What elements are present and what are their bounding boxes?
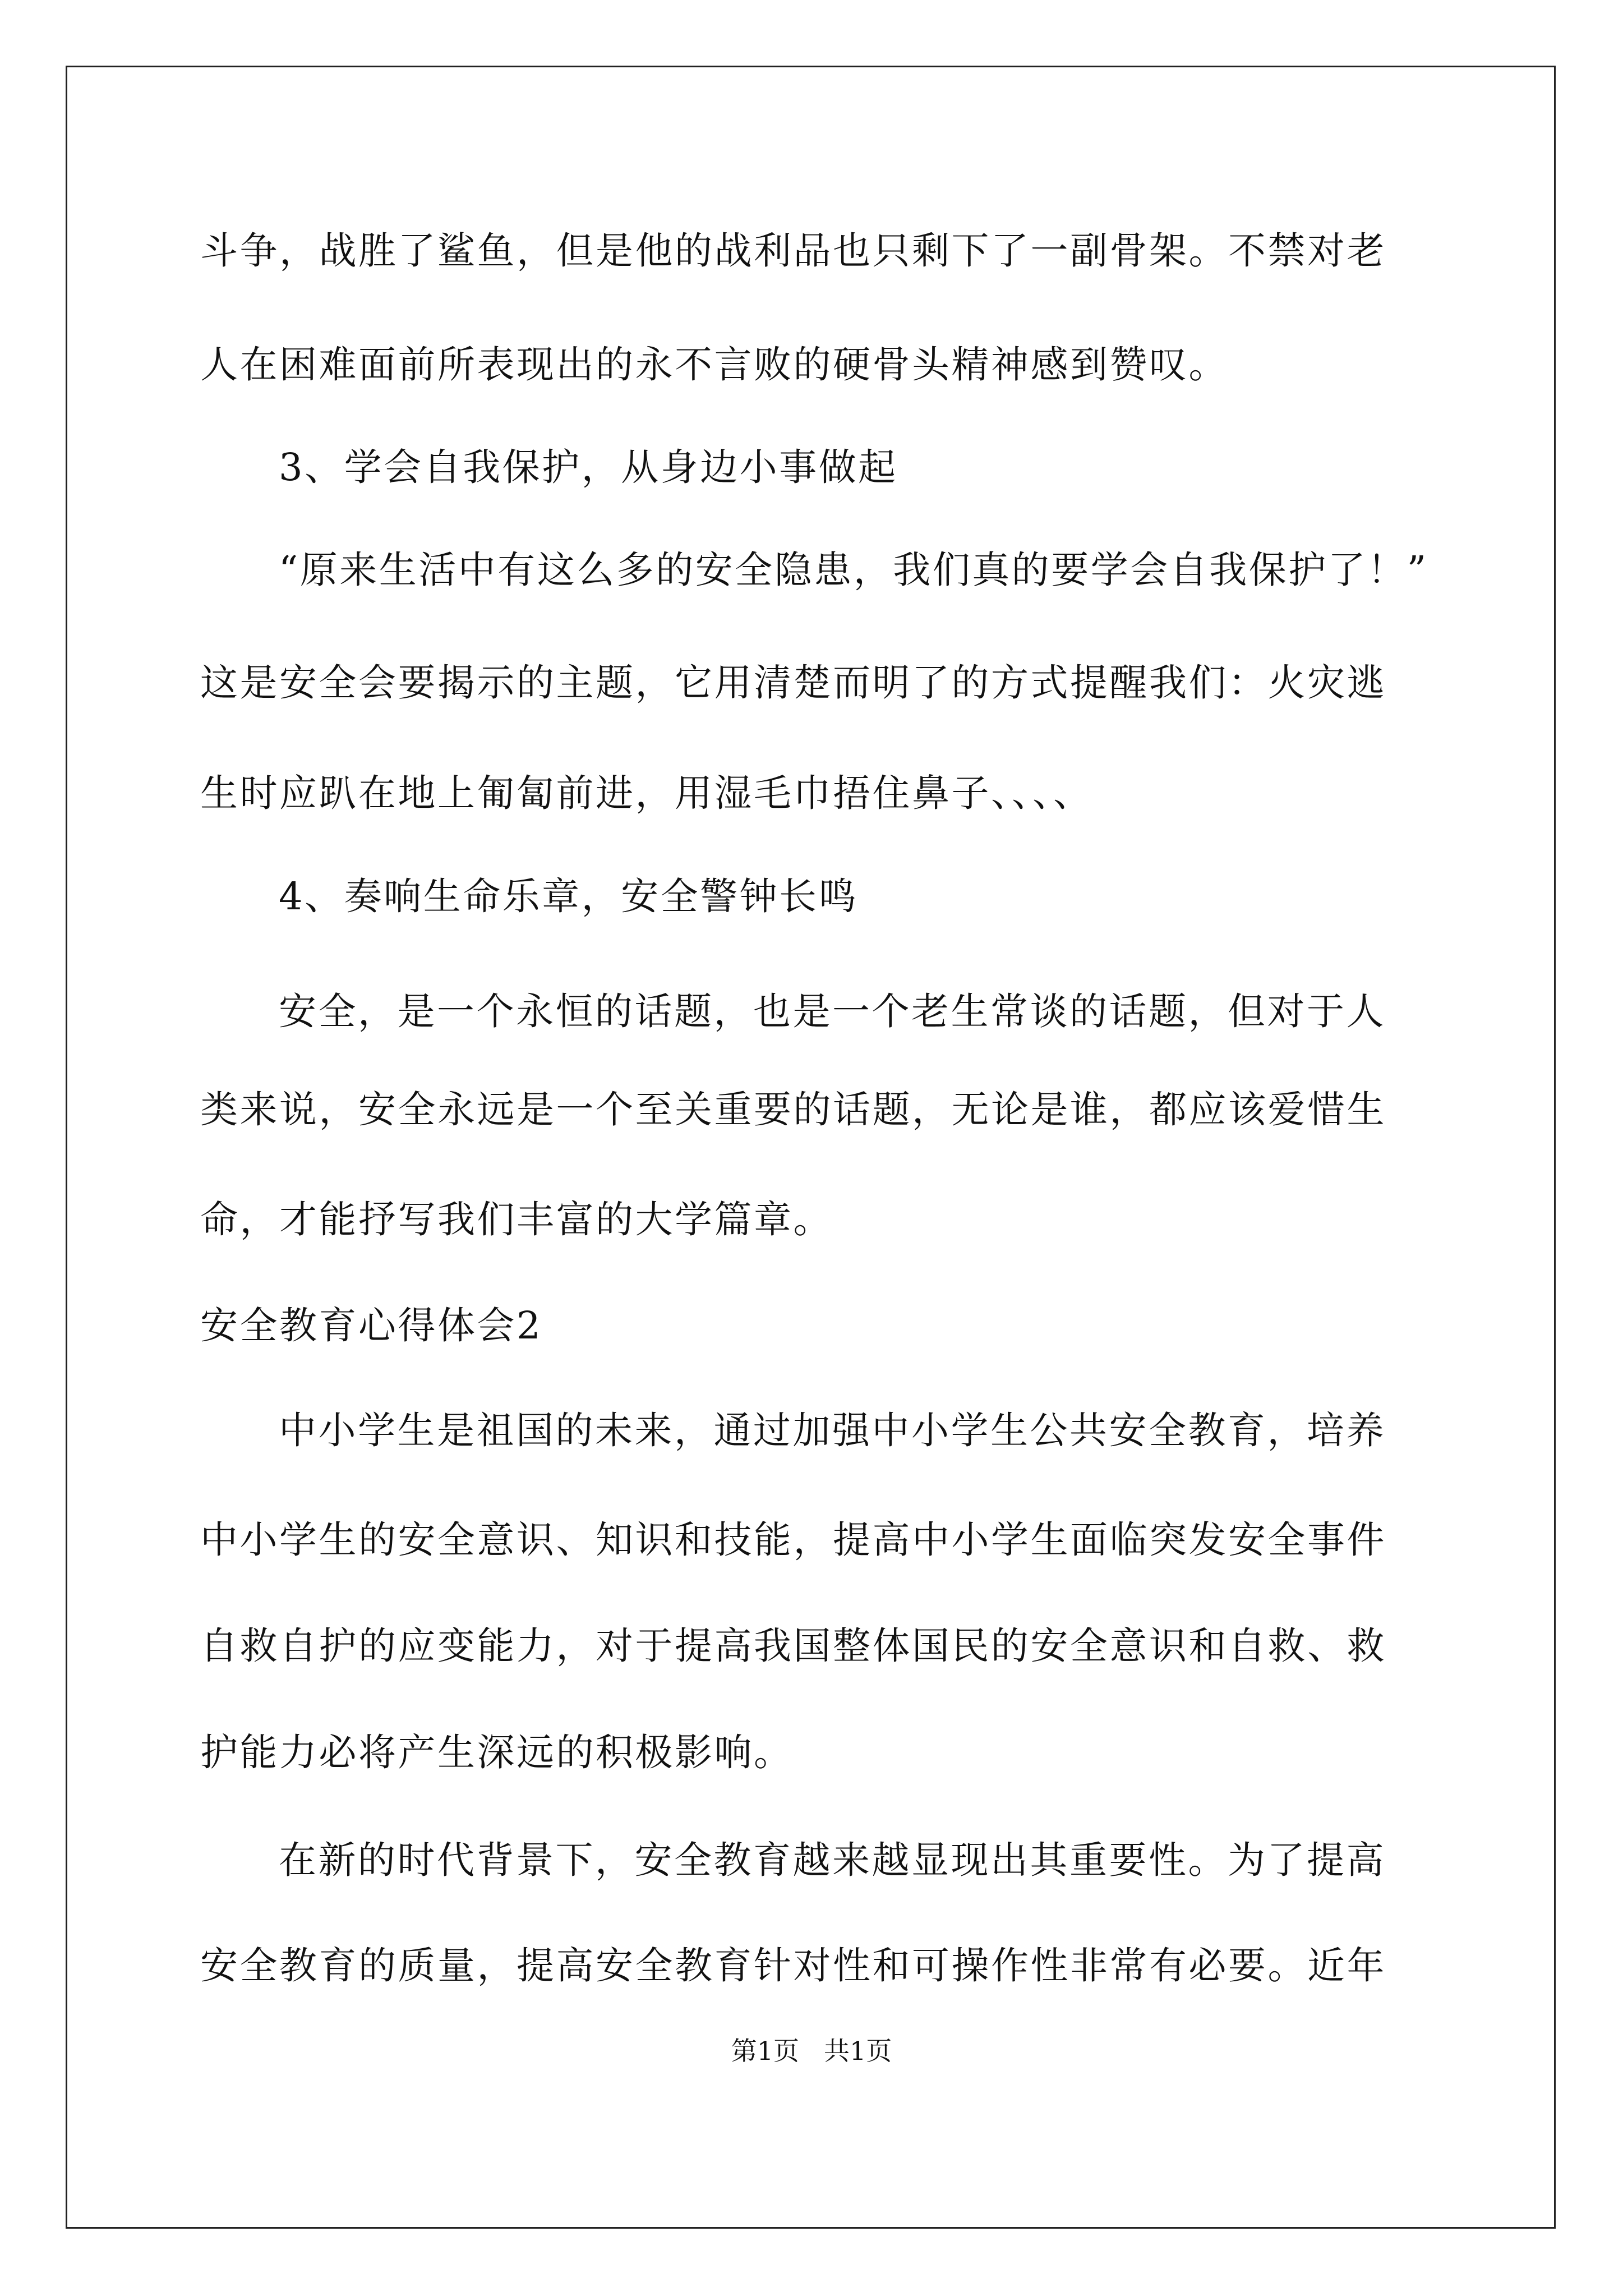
section-heading: 4、奏响生命乐章，安全警钟长鸣 [279, 875, 859, 918]
text-line: 中小学生是祖国的未来，通过加强中小学生公共安全教育，培养 [279, 1409, 1386, 1452]
text-line: 护能力必将产生深远的积极影响。 [200, 1731, 794, 1774]
text-line: 安全，是一个永恒的话题，也是一个老生常谈的话题，但对于人 [279, 990, 1386, 1033]
section-title: 安全教育心得体会2 [200, 1304, 543, 1347]
page-total: 共1页 [824, 2036, 892, 2066]
text-line: 人在困难面前所表现出的永不言败的硬骨头精神感到赞叹。 [200, 343, 1228, 386]
text-line: 安全教育的质量，提高安全教育针对性和可操作性非常有必要。近年 [200, 1944, 1386, 1987]
page-border [66, 66, 1556, 2229]
text-line: 生时应趴在地上匍匐前进，用湿毛巾捂住鼻子、、、、 [200, 771, 1093, 815]
text-line: 中小学生的安全意识、知识和技能，提高中小学生面临突发安全事件 [200, 1518, 1386, 1562]
text-line: 类来说，安全永远是一个至关重要的话题，无论是谁，都应该爱惜生 [200, 1088, 1386, 1131]
page-footer [0, 2038, 1623, 2064]
text-line: 自救自护的应变能力，对于提高我国整体国民的安全意识和自救、救 [200, 1624, 1386, 1668]
page-number: 第1页 [731, 2036, 799, 2066]
text-line: “原来生活中有这么多的安全隐患，我们真的要学会自我保护了！” [279, 548, 1428, 592]
text-line: 斗争，战胜了鲨鱼，但是他的战利品也只剩下了一副骨架。不禁对老 [200, 229, 1386, 273]
section-heading: 3、学会自我保护，从身边小事做起 [279, 445, 898, 489]
text-line: 这是安全会要揭示的主题，它用清楚而明了的方式提醒我们：火灾逃 [200, 661, 1386, 705]
text-line: 命，才能抒写我们丰富的大学篇章。 [200, 1198, 833, 1241]
text-line: 在新的时代背景下，安全教育越来越显现出其重要性。为了提高 [279, 1838, 1386, 1882]
